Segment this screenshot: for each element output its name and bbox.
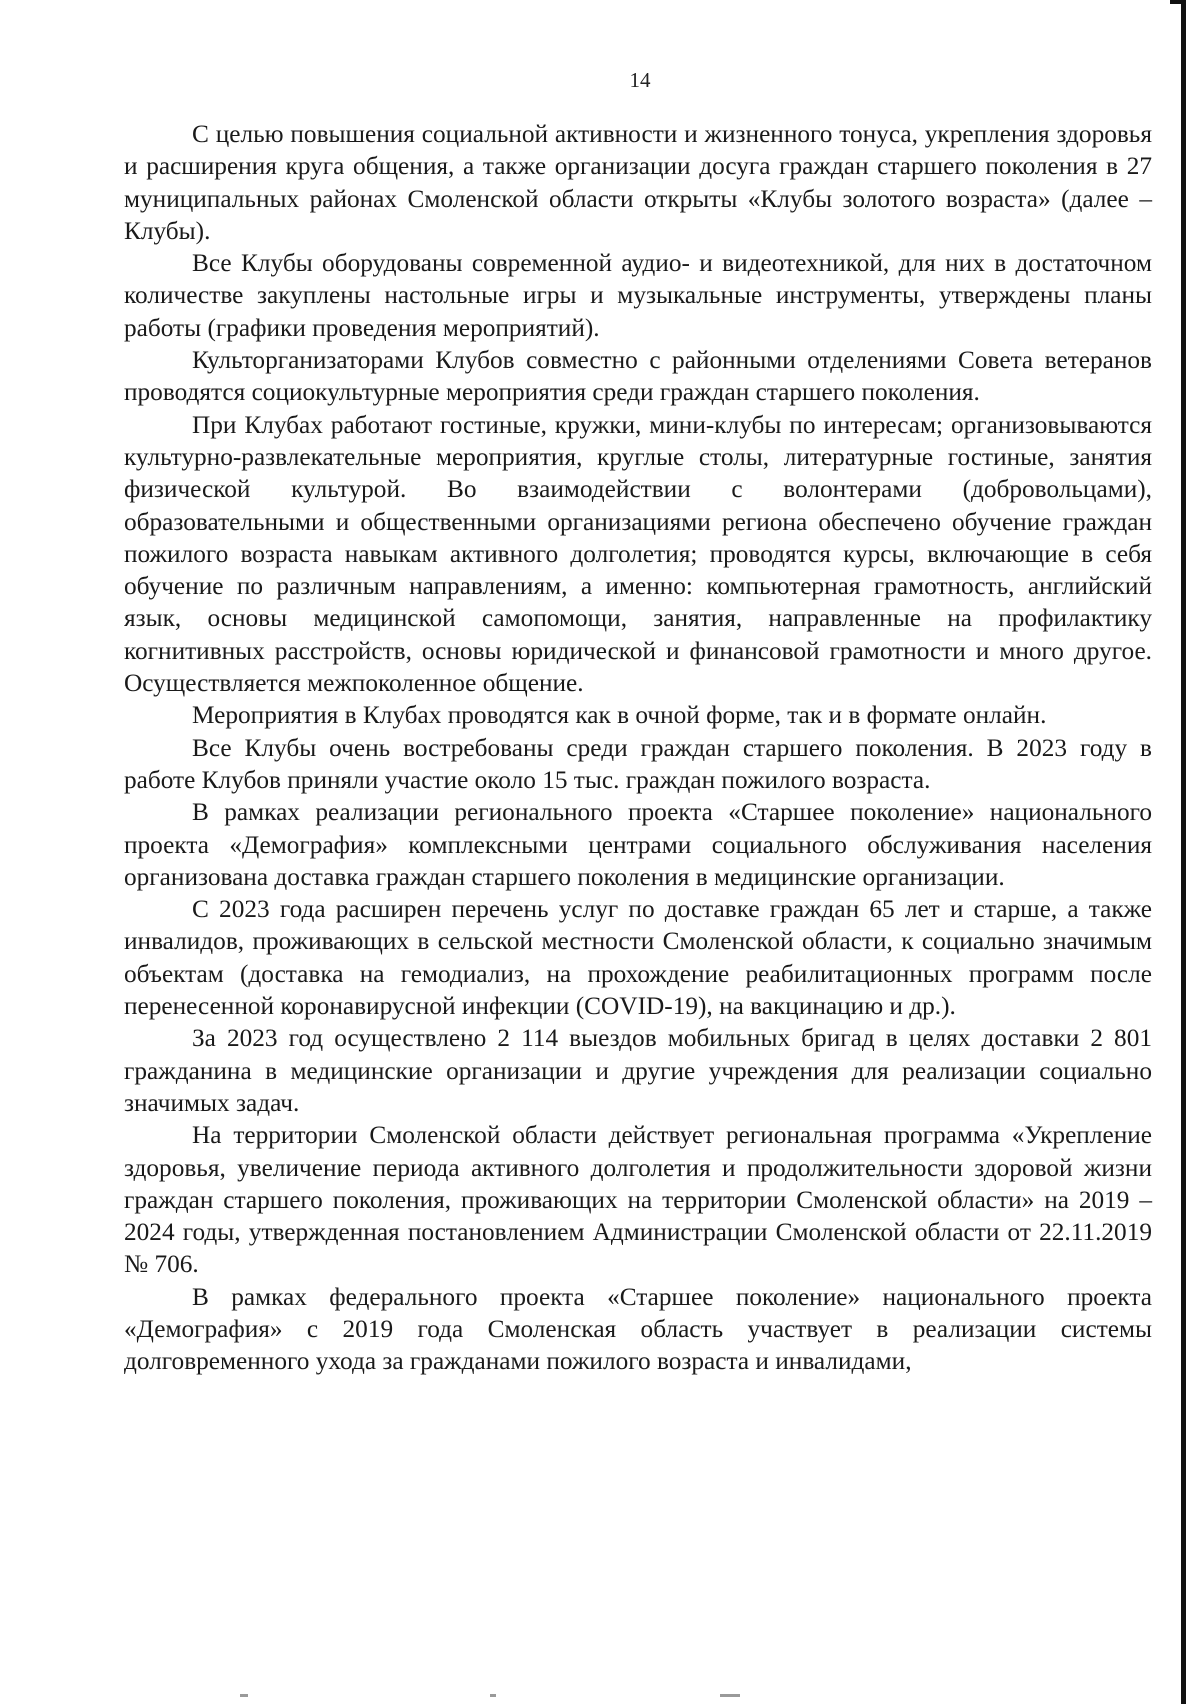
document-body: [124, 118, 1152, 1378]
paragraph-clubs-activities: При Клубах работают гостиные, кружки, мини-клубы по интересам; организовываются культурно-развлекательные мероприятия, круглые столы, литературные гостиные, занятия физической культурой. Во взаимодействии с волонтерами (добровольцами), образовательными и общественными организациями региона обеспечено обучение граждан пожилого возраста навыкам активного долголетия; проводятся курсы, включающие в себя обучение по различным направлениям, а именно: компьютерная грамотность, английский язык, основы медицинской самопомощи, занятия, направленные на профилактику когнитивных расстройств, основы юридической и финансовой грамотности и много другое. Осуществляется межпоколенное общение.: [124, 410, 1152, 698]
paragraph-regional-program: На территории Смоленской области действует региональная программа «Укрепление здоровья, увеличение периода активного долголетия и продолжительности здоровой жизни граждан старшего поколения, проживающих на территории Смоленской области» на 2019 – 2024 годы, утвержденная постановлением Администрации Смоленской области от 22.11.2019 № 706.: [124, 1121, 1152, 1279]
scan-edge-line: [1181, 0, 1186, 1704]
paragraph-clubs-participation: Все Клубы очень востребованы среди граждан старшего поколения. В 2023 году в работе Клубов приняли участие около 15 тыс. граждан пожилого возраста.: [124, 733, 1152, 794]
page-number: 14: [629, 68, 651, 92]
scan-artifact-marks: [240, 1694, 840, 1698]
paragraph-delivery-expansion: С 2023 года расширен перечень услуг по доставке граждан 65 лет и старше, а также инвалидов, проживающих в сельской местности Смоленской области, к социально значимым объектам (доставка на гемодиализ, на прохождение реабилитационных программ после перенесенной коронавирусной инфекции (COVID-19), на вакцинацию и др.).: [124, 895, 1152, 1021]
scan-edge-corner: [1170, 0, 1186, 4]
paragraph-delivery-project: В рамках реализации регионального проекта «Старшее поколение» национального проекта «Демография» комплексными центрами социального обслуживания населения организована доставка граждан старшего поколения в медицинские организации.: [124, 798, 1152, 891]
paragraph-mobile-brigades: За 2023 год осуществлено 2 114 выездов мобильных бригад в целях доставки 2 801 гражданина в медицинские организации и другие учреждения для реализации социально значимых задач.: [124, 1024, 1152, 1117]
paragraph-clubs-intro: С целью повышения социальной активности и жизненного тонуса, укрепления здоровья и расширения круга общения, а также организации досуга граждан старшего поколения в 27 муниципальных районах Смоленской области открыты «Клубы золотого возраста» (далее – Клубы).: [124, 120, 1152, 245]
paragraph-clubs-format: Мероприятия в Клубах проводятся как в очной форме, так и в формате онлайн.: [192, 701, 1047, 730]
paragraph-clubs-events: Культорганизаторами Клубов совместно с районными отделениями Совета ветеранов проводятся социокультурные мероприятия среди граждан старшего поколения.: [124, 346, 1152, 407]
paragraph-clubs-equipment: Все Клубы оборудованы современной аудио- и видеотехникой, для них в достаточном количестве закуплены настольные игры и музыкальные инструменты, утверждены планы работы (графики проведения мероприятий).: [124, 249, 1152, 342]
paragraph-long-term-care: В рамках федерального проекта «Старшее поколение» национального проекта «Демография» с 2019 года Смоленская область участвует в реализации системы долговременного ухода за гражданами пожилого возраста и инвалидами,: [124, 1282, 1152, 1376]
